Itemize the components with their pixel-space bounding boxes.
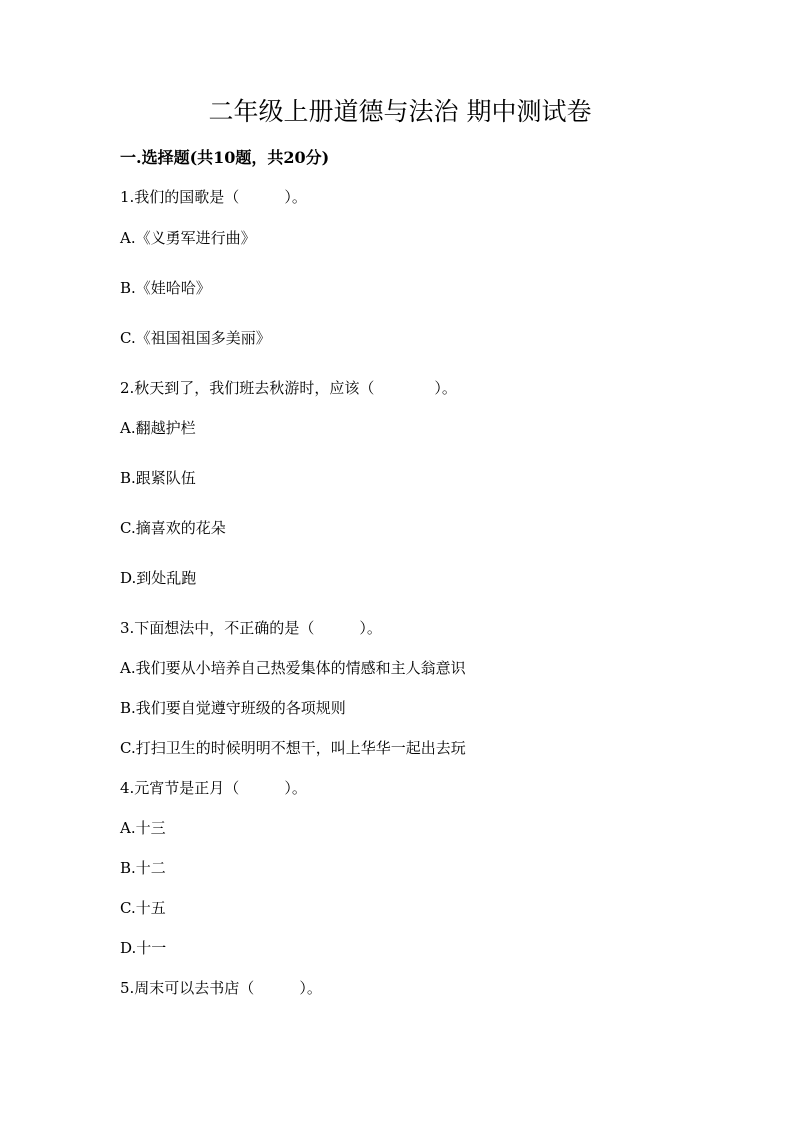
question-1-option-b: B.《娃哈哈》 <box>120 279 211 297</box>
question-4-option-c: C.十五 <box>120 899 166 917</box>
question-3-stem: 3.下面想法中，不正确的是（ ）。 <box>120 619 382 637</box>
question-5-stem: 5.周末可以去书店（ ）。 <box>120 979 322 997</box>
question-3-option-b: B.我们要自觉遵守班级的各项规则 <box>120 699 346 717</box>
question-4-option-d: D.十一 <box>120 939 167 957</box>
question-2-option-d: D.到处乱跑 <box>120 569 197 587</box>
question-1-option-a: A.《义勇军进行曲》 <box>120 229 256 247</box>
question-4-option-a: A.十三 <box>120 819 166 837</box>
question-3-option-a: A.我们要从小培养自己热爱集体的情感和主人翁意识 <box>120 659 466 677</box>
exam-title: 二年级上册道德与法治 期中测试卷 <box>208 97 592 126</box>
question-3-option-c: C.打扫卫生的时候明明不想干，叫上华华一起出去玩 <box>120 739 466 757</box>
question-4-option-b: B.十二 <box>120 859 166 877</box>
question-2-option-c: C.摘喜欢的花朵 <box>120 519 226 537</box>
question-4-stem: 4.元宵节是正月（ ）。 <box>120 779 307 797</box>
question-2-option-b: B.跟紧队伍 <box>120 469 196 487</box>
question-1-stem: 1.我们的国歌是（ ）。 <box>120 188 307 206</box>
section-heading: 一.选择题(共10题，共20分) <box>120 148 330 167</box>
question-2-option-a: A.翻越护栏 <box>120 419 196 437</box>
question-1-option-c: C.《祖国祖国多美丽》 <box>120 329 271 347</box>
question-2-stem: 2.秋天到了，我们班去秋游时，应该（ ）。 <box>120 379 457 397</box>
